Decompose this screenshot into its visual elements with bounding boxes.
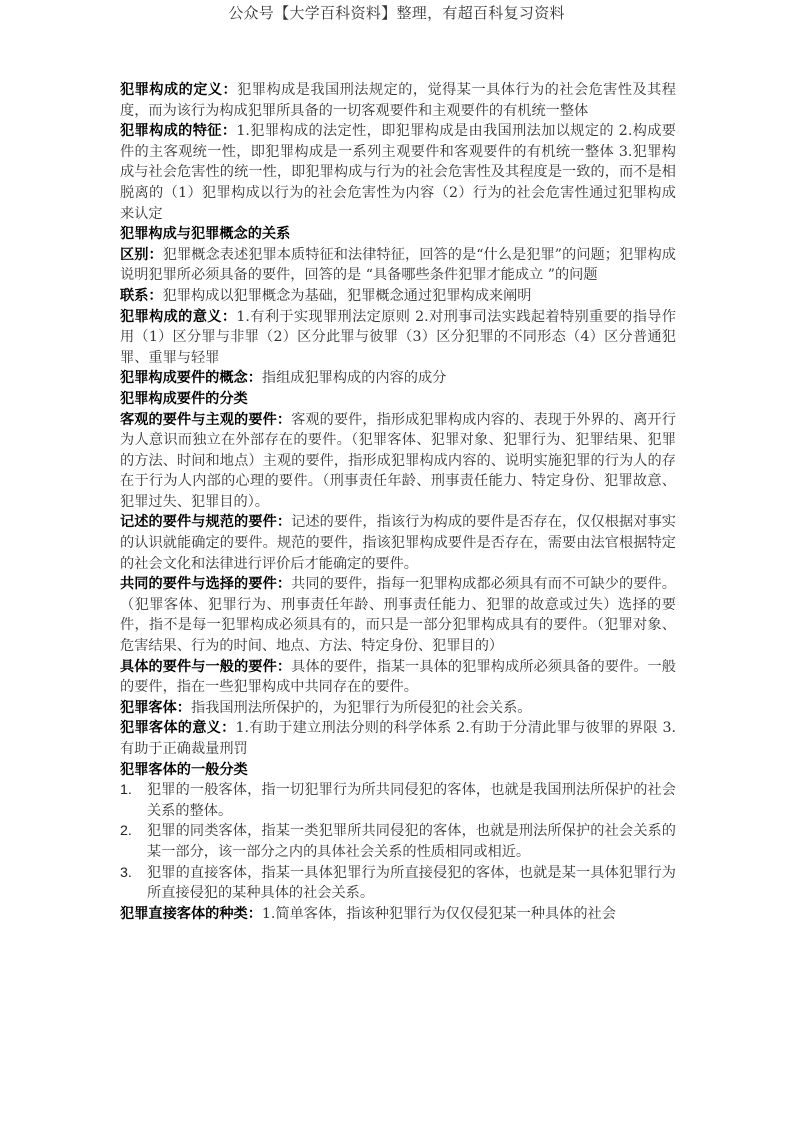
- term-label: 客观的要件与主观的要件：: [120, 411, 292, 428]
- term-label: 犯罪构成的特征：: [120, 123, 237, 140]
- term-text: 1.犯罪构成的法定性，即犯罪构成是由我国刑法加以规定的 2.构成要件的主客观统一性，即犯罪构成是一系列主观要件和客观要件的有机统一整体 3.犯罪构成与社会危害性的统一性，即犯罪构成与行为的社会危害性及其程度是一致的，而不是相脱离的（1）犯罪构成以行为的社会危害性为内容（2）行为的社会危害性通过犯罪构成来认定: [120, 123, 676, 222]
- term-text: 犯罪构成是我国刑法规定的，觉得某一具体行为的社会危害性及其程度，而为该行为构成犯罪所具备的一切客观要件和主观要件的有机统一整体: [120, 82, 676, 119]
- specific-general-paragraph: [120, 657, 676, 698]
- term-label: 共同的要件与选择的要件：: [120, 576, 292, 593]
- term-label: 记述的要件与规范的要件：: [120, 514, 292, 531]
- term-text: 犯罪概念表述犯罪本质特征和法律特征，回答的是“什么是犯罪”的问题；犯罪构成说明犯罪所必须具备的要件，回答的是 “具备哪些条件犯罪才能成立 ”的问题: [120, 246, 676, 284]
- list-number: 3.: [120, 864, 132, 881]
- list-item-text: 犯罪的同类客体，指某一类犯罪所共同侵犯的客体，也就是刑法所保护的社会关系的某一部分，该一部分之内的具体社会关系的性质相同或相近。: [147, 823, 676, 860]
- document-body: [120, 80, 676, 924]
- direct-object-types-paragraph: [120, 904, 676, 925]
- descriptive-normative-paragraph: [120, 512, 676, 574]
- section-heading: 犯罪构成要件的分类: [120, 390, 248, 407]
- common-optional-paragraph: [120, 574, 676, 656]
- term-label: 具体的要件与一般的要件：: [120, 658, 292, 675]
- object-significance-paragraph: [120, 718, 676, 759]
- difference-paragraph: [120, 245, 676, 286]
- element-concept-paragraph: [120, 368, 676, 389]
- list-number: 1.: [120, 782, 132, 799]
- term-text: 客观的要件，指形成犯罪构成内容的、表现于外界的、离开行为人意识而独立在外部存在的要件。（犯罪客体、犯罪对象、犯罪行为、犯罪结果、犯罪的方法、时间和地点）主观的要件，指形成犯罪构成内容的、说明实施犯罪的行为人的存在于行为人内部的心理的要件。（刑事责任年龄、刑事责任能力、特定身份、犯罪故意、犯罪过失、犯罪目的）。: [120, 411, 676, 510]
- term-text: 共同的要件，指每一犯罪构成都必须具有而不可缺少的要件。（犯罪客体、犯罪行为、刑事责任年龄、刑事责任能力、犯罪的故意或过失）选择的要件，指不是每一犯罪构成必须具有的，而只是一部分犯罪构成具有的要件。（犯罪对象、危害结果、行为的时间、地点、方法、特定身份、犯罪目的）: [120, 576, 676, 655]
- term-text: 记述的要件，指该行为构成的要件是否存在，仅仅根据对事实的认识就能确定的要件。规范的要件，指该犯罪构成要件是否存在，需要由法官根据特定的社会文化和法律进行评价后才能确定的要件。: [120, 514, 676, 572]
- list-item: [120, 780, 676, 821]
- list-item: [120, 863, 676, 904]
- list-item-text: 犯罪的一般客体，指一切犯罪行为所共同侵犯的客体，也就是我国刑法所保护的社会关系的整体。: [147, 782, 676, 819]
- term-text: 具体的要件，指某一具体的犯罪构成所必须具备的要件。一般的要件，指在一些犯罪构成中共同存在的要件。: [120, 658, 676, 696]
- section-heading: 犯罪客体的一般分类: [120, 761, 248, 778]
- connection-paragraph: [120, 286, 676, 307]
- list-item-text: 犯罪的直接客体，指某一具体犯罪行为所直接侵犯的客体，也就是某一具体犯罪行为所直接侵犯的某种具体的社会关系。: [147, 864, 676, 902]
- objective-subjective-paragraph: [120, 410, 676, 513]
- term-label: 犯罪构成的定义：: [120, 82, 238, 98]
- term-label: 联系：: [120, 287, 163, 304]
- list-item: [120, 821, 676, 862]
- term-label: 犯罪构成要件的概念：: [120, 370, 262, 387]
- term-label: 犯罪直接客体的种类：: [120, 905, 262, 922]
- term-label: 犯罪构成的意义：: [120, 308, 237, 325]
- section-heading: 犯罪构成与犯罪概念的关系: [120, 226, 291, 243]
- crime-object-paragraph: [120, 698, 676, 719]
- term-label: 犯罪客体：: [120, 699, 191, 716]
- page-header: 公众号【大学百科资料】整理，有超百科复习资料: [228, 4, 565, 22]
- object-classification-list: [120, 780, 676, 904]
- term-text: 1.有助于建立刑法分则的科学体系 2.有助于分清此罪与彼罪的界限 3.有助于正确裁量刑罚: [120, 720, 676, 757]
- term-label: 区别：: [120, 246, 163, 263]
- term-text: 1.有利于实现罪刑法定原则 2.对刑事司法实践起着特别重要的指导作用（1）区分罪与非罪（2）区分此罪与彼罪（3）区分犯罪的不同形态（4）区分普通犯罪、重罪与轻罪: [120, 308, 676, 366]
- features-paragraph: [120, 121, 676, 224]
- significance-paragraph: [120, 307, 676, 369]
- term-label: 犯罪客体的意义：: [120, 720, 236, 737]
- term-text: 指我国刑法所保护的，为犯罪行为所侵犯的社会关系。: [190, 699, 532, 716]
- term-text: 犯罪构成以犯罪概念为基础，犯罪概念通过犯罪构成来阐明: [162, 287, 532, 304]
- term-text: 1.简单客体，指该种犯罪行为仅仅侵犯某一种具体的社会: [261, 905, 616, 922]
- term-text: 指组成犯罪构成的内容的成分: [261, 370, 447, 387]
- definition-paragraph: [120, 80, 676, 121]
- list-number: 2.: [120, 823, 132, 840]
